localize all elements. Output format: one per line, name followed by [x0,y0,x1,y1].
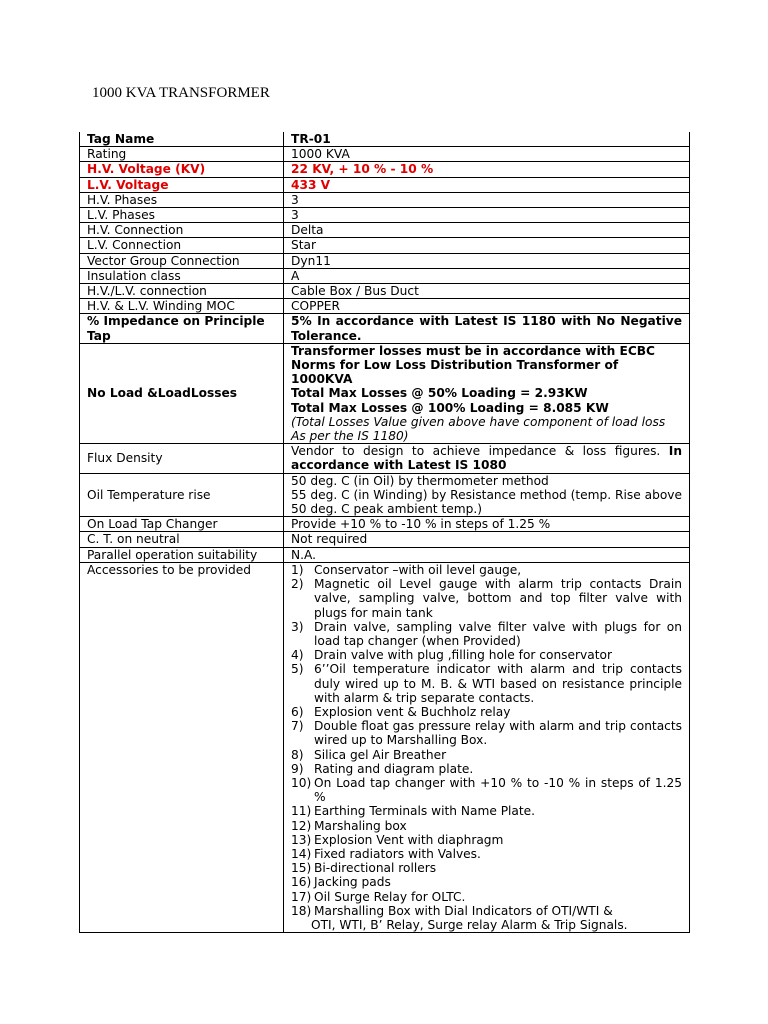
list-item-text: Marshaling box [314,818,407,833]
table-row-insulation [80,268,690,283]
list-item-number: 14) [291,846,312,861]
table-row-tag-name [80,132,690,147]
list-item [291,705,682,719]
list-item-number: 5) [291,662,304,677]
row-label: H.V./L.V. connection [80,284,284,299]
list-item-number: 4) [291,648,304,663]
row-value: COPPER [284,299,690,314]
list-item [291,804,682,818]
list-item-number: 11) [291,804,312,819]
table-row-losses [80,343,690,443]
row-label: Flux Density [80,444,284,473]
list-item [291,577,682,620]
list-item-number: 15) [291,861,312,876]
row-label: Oil Temperature rise [80,473,284,517]
list-item-number: 7) [291,719,304,734]
table-row-hv-phases [80,192,690,207]
row-label: L.V. Connection [80,238,284,253]
list-item [291,875,682,889]
list-item-text: Earthing Terminals with Name Plate. [314,804,536,819]
table-row-flux-density [80,444,690,473]
table-row-hv-connection [80,223,690,238]
list-item [291,648,682,662]
list-item [291,847,682,861]
row-label: H.V. Voltage (KV) [80,162,284,177]
list-item-text: Magnetic oil Level gauge with alarm trip contacts Drain valve, sampling valve, bottom and top filter valve with plugs for main tank [314,577,682,620]
table-row-rating [80,147,690,162]
winding-temp-line: 55 deg. C (in Winding) by Resistance method (temp. Rise above 50 deg. C peak ambient temp.) [291,487,682,517]
list-item-text: Bi-directional rollers [314,861,437,876]
row-label: Vector Group Connection [80,253,284,268]
list-item-text: On Load tap changer with +10 % to -10 % in steps of 1.25 % [314,775,682,805]
list-item-number: 8) [291,747,304,762]
list-item [291,719,682,747]
row-label: Accessories to be provided [80,562,284,932]
flux-bold-text: In accordance with Latest IS 1080 [291,444,682,473]
list-item-text: Silica gel Air Breather [314,747,447,762]
row-label: H.V. & L.V. Winding MOC [80,299,284,314]
list-item-number: 17) [291,889,312,904]
list-item [291,748,682,762]
list-item-text: Drain valve with plug ,filling hole for conservator [314,648,612,663]
list-item-number: 3) [291,619,304,634]
row-value [284,444,690,473]
row-value: 3 [284,208,690,223]
oil-temp-line: 50 deg. C (in Oil) by thermometer method [291,473,549,488]
document-title: 1000 KVA TRANSFORMER [92,85,270,101]
row-value: 5% In accordance with Latest IS 1180 with No Negative Tolerance. [284,314,690,343]
row-value: A [284,268,690,283]
list-item [291,819,682,833]
row-label: L.V. Voltage [80,177,284,192]
list-item [291,620,682,648]
row-label: Rating [80,147,284,162]
list-item-text: Fixed radiators with Valves. [314,846,481,861]
table-row-accessories [80,562,690,932]
table-row-lv-phases [80,208,690,223]
list-item-text: Drain valve, sampling valve filter valve with plugs for on load tap changer (when Provided) [314,619,682,648]
row-label: L.V. Phases [80,208,284,223]
row-value [284,343,690,443]
row-value: 3 [284,192,690,207]
flux-plain-text: Vendor to design to achieve impedance & loss figures. [291,444,669,459]
list-item-text: Explosion vent & Buchholz relay [314,704,511,719]
table-row-ct-neutral [80,532,690,547]
table-row-vector-group [80,253,690,268]
table-row-lv-connection [80,238,690,253]
list-item-text: Conservator –with oil level gauge, [314,562,522,577]
table-row-impedance [80,314,690,343]
table-row-oltc [80,517,690,532]
list-item-number: 2) [291,577,304,592]
row-value: Provide +10 % to -10 % in steps of 1.25 % [284,517,690,532]
row-label: On Load Tap Changer [80,517,284,532]
list-item-text: Double float gas pressure relay with alarm and trip contacts wired up to Marshalling Box. [314,719,682,748]
list-item [291,662,682,705]
losses-norms-text: Transformer losses must be in accordance with ECBC Norms for Low Loss Distribution Transformer of 1000KVA [291,343,655,387]
table-row-winding-moc [80,299,690,314]
list-item [291,776,682,804]
row-label: H.V. Connection [80,223,284,238]
list-item-number: 18) [291,903,312,918]
table-row-oil-temp [80,473,690,517]
row-value: N.A. [284,547,690,562]
list-item-text: Marshalling Box with Dial Indicators of OTI/WTI & [314,903,613,918]
row-value: Not required [284,532,690,547]
row-label: % Impedance on Principle Tap [80,314,284,343]
list-item [291,563,682,577]
list-item-text: Jacking pads [314,875,391,890]
list-item-text: Explosion Vent with diaphragm [314,832,504,847]
list-item-number: 6) [291,704,304,719]
row-value: Delta [284,223,690,238]
list-item-number: 13) [291,832,312,847]
row-value [284,473,690,517]
list-item [291,833,682,847]
row-value: TR-01 [284,132,690,147]
losses-50-percent: Total Max Losses @ 50% Loading = 2.93KW [291,386,588,401]
row-value: Star [284,238,690,253]
row-label: Parallel operation suitability [80,547,284,562]
list-item-text: Rating and diagram plate. [314,761,474,776]
list-item-text: Oil Surge Relay for OLTC. [314,889,466,904]
transformer-spec-table [79,132,690,933]
list-item [291,904,682,918]
list-item [291,762,682,776]
row-value: Cable Box / Bus Duct [284,284,690,299]
row-label: C. T. on neutral [80,532,284,547]
accessories-continuation: OTI, WTI, B’ Relay, Surge relay Alarm & Trip Signals. [311,917,628,932]
list-item-number: 1) [291,562,304,577]
list-item-number: 9) [291,761,304,776]
list-item-number: 16) [291,875,312,890]
table-row-lv-voltage [80,177,690,192]
list-item [291,890,682,904]
losses-note: (Total Losses Value given above have component of load loss As per the IS 1180) [291,414,666,444]
losses-100-percent: Total Max Losses @ 100% Loading = 8.085 KW [291,400,609,415]
list-item-text: 6’’Oil temperature indicator with alarm and trip contacts duly wired up to M. B. & WTI based on resistance principle with alarm & trip separate contacts. [314,662,682,705]
row-label: Insulation class [80,268,284,283]
table-row-hvlv-connection [80,284,690,299]
accessories-list [291,563,682,918]
row-value: 22 KV, + 10 % - 10 % [284,162,690,177]
row-value: Dyn11 [284,253,690,268]
row-value [284,562,690,932]
row-label: No Load &LoadLosses [80,343,284,443]
list-item-number: 12) [291,818,312,833]
list-item [291,861,682,875]
row-label: H.V. Phases [80,192,284,207]
row-value: 433 V [284,177,690,192]
table-row-parallel [80,547,690,562]
row-value: 1000 KVA [284,147,690,162]
table-row-hv-voltage [80,162,690,177]
list-item-number: 10) [291,775,312,790]
row-label: Tag Name [80,132,284,147]
